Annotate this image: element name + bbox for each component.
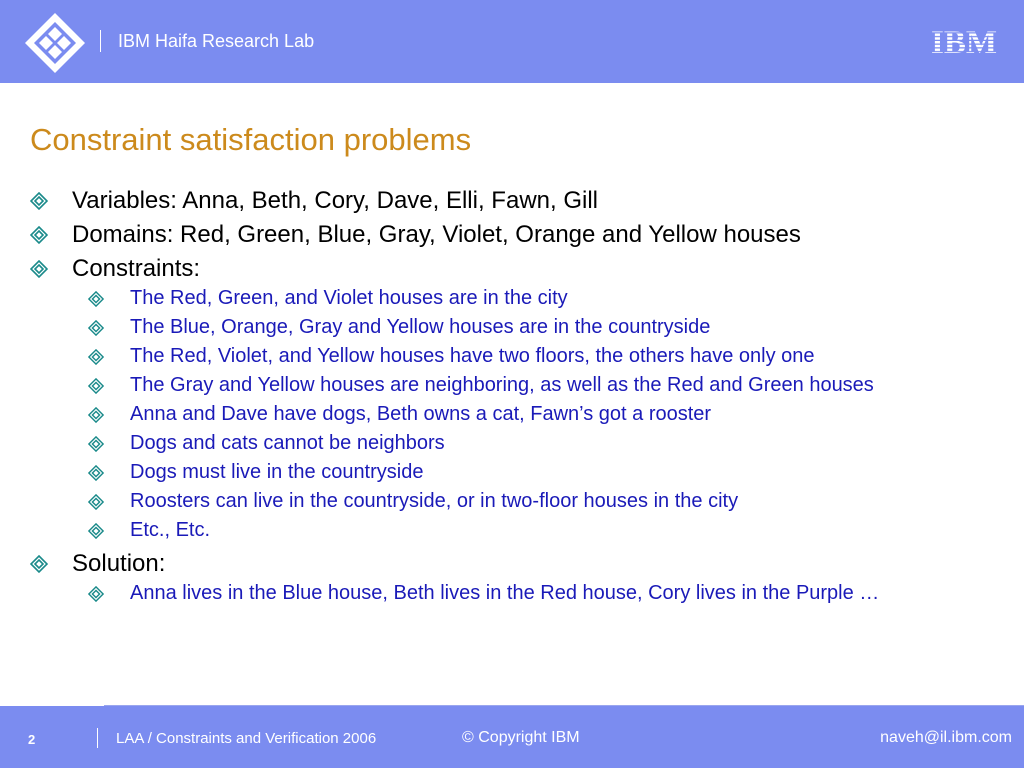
sub-bullet-item [30, 461, 990, 484]
diamond-bullet-icon [88, 407, 104, 423]
sub-bullet-item [30, 519, 990, 542]
diamond-bullet-icon [88, 586, 104, 602]
sub-bullet-item [30, 374, 990, 397]
ibm-research-logo-icon [24, 12, 86, 74]
sub-bullet-text: Anna and Dave have dogs, Beth owns a cat, Fawn’s got a rooster [130, 403, 712, 425]
diamond-bullet-icon [88, 291, 104, 307]
ibm-logo-icon [926, 26, 1002, 56]
diamond-bullet-icon [88, 320, 104, 336]
bullet-item [30, 253, 990, 284]
course-title: LAA / Constraints and Verification 2006 [116, 730, 377, 747]
diamond-bullet-icon [30, 226, 48, 244]
header-divider [100, 30, 101, 52]
slide-footer [0, 706, 1024, 768]
sub-bullet-text: The Gray and Yellow houses are neighboring, as well as the Red and Green houses [130, 374, 874, 396]
slide-title: Constraint satisfaction problems [30, 122, 472, 157]
sub-bullet-item [30, 490, 990, 513]
bullet-text: Solution: [72, 550, 166, 577]
bullet-item [30, 548, 990, 579]
diamond-bullet-icon [30, 555, 48, 573]
sub-bullet-item [30, 582, 990, 605]
page-number: 2 [28, 732, 36, 747]
slide-header [0, 0, 1024, 83]
sub-bullet-text: The Red, Violet, and Yellow houses have two floors, the others have only one [130, 345, 815, 367]
bullet-item [30, 219, 990, 250]
diamond-bullet-icon [88, 523, 104, 539]
sub-bullet-item [30, 287, 990, 310]
diamond-bullet-icon [88, 378, 104, 394]
diamond-bullet-icon [88, 465, 104, 481]
sub-bullet-text: Dogs must live in the countryside [130, 461, 424, 483]
sub-bullet-item [30, 345, 990, 368]
bullet-text: Domains: Red, Green, Blue, Gray, Violet, Orange and Yellow houses [72, 221, 801, 248]
sub-bullet-text: Roosters can live in the countryside, or in two-floor houses in the city [130, 490, 739, 512]
bullet-list [30, 185, 990, 611]
diamond-bullet-icon [88, 494, 104, 510]
bullet-text: Constraints: [72, 255, 201, 282]
bullet-text: Variables: Anna, Beth, Cory, Dave, Elli, Fawn, Gill [72, 187, 598, 214]
copyright: © Copyright IBM [462, 729, 580, 746]
diamond-bullet-icon [88, 349, 104, 365]
sub-bullet-text: Dogs and cats cannot be neighbors [130, 432, 445, 454]
sub-bullet-text: Etc., Etc. [130, 519, 211, 541]
diamond-bullet-icon [30, 192, 48, 210]
svg-text:IBM: IBM [931, 26, 997, 56]
sub-bullet-item [30, 403, 990, 426]
diamond-bullet-icon [88, 436, 104, 452]
footer-divider [97, 728, 98, 748]
sub-bullet-text: Anna lives in the Blue house, Beth lives in the Red house, Cory lives in the Purple … [130, 582, 880, 604]
bullet-item [30, 185, 990, 216]
contact-email: naveh@il.ibm.com [880, 729, 1012, 746]
sub-bullet-text: The Blue, Orange, Gray and Yellow houses are in the countryside [130, 316, 711, 338]
lab-name: IBM Haifa Research Lab [118, 31, 315, 51]
diamond-bullet-icon [30, 260, 48, 278]
sub-bullet-item [30, 316, 990, 339]
sub-bullet-text: The Red, Green, and Violet houses are in the city [130, 287, 568, 309]
sub-bullet-item [30, 432, 990, 455]
